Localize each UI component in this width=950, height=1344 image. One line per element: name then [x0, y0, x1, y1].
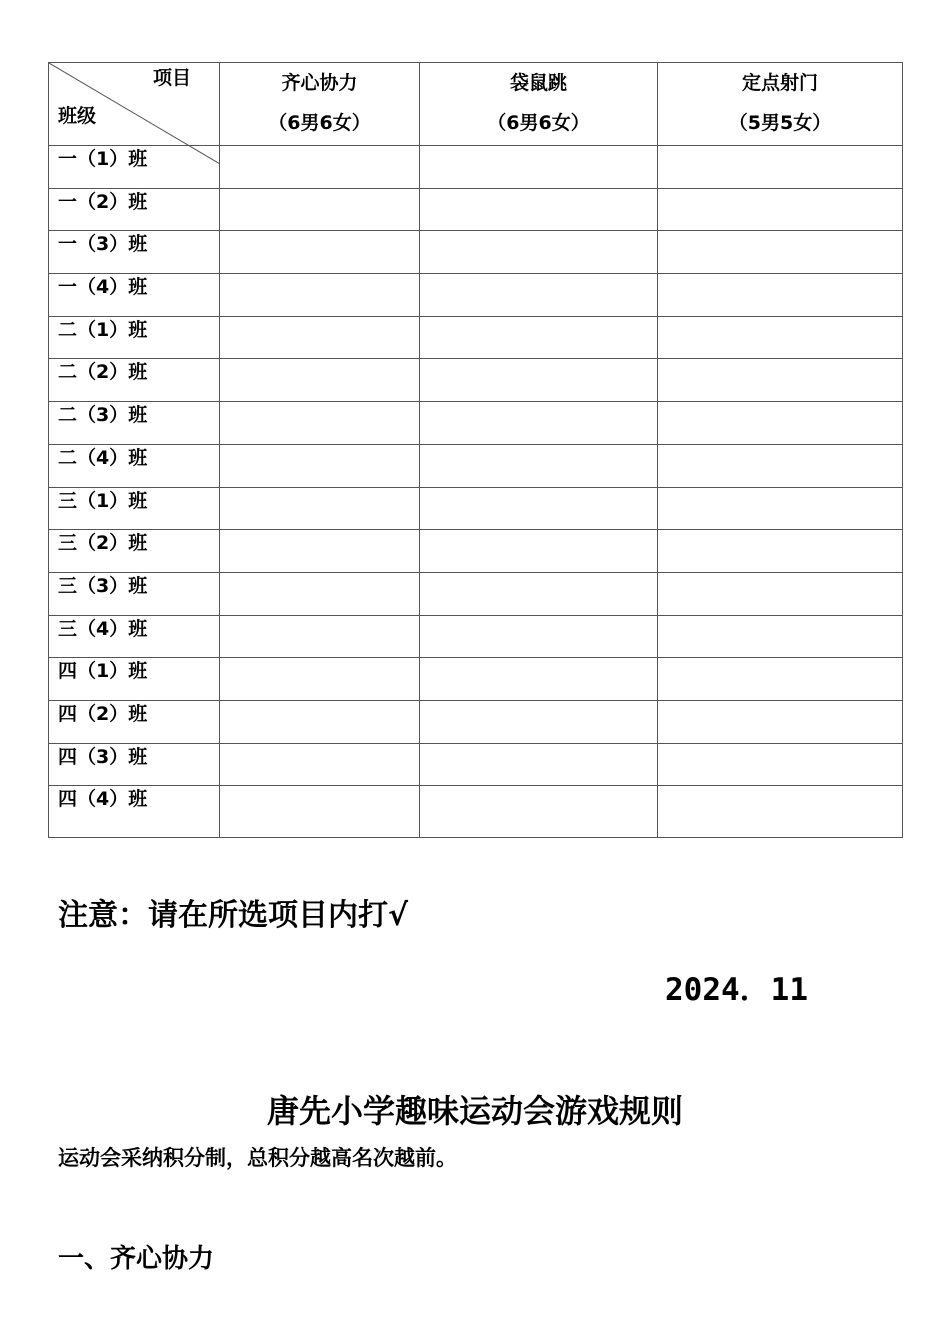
rules-intro: 运动会采纳积分制，总积分越高名次越前。: [58, 1146, 457, 1170]
column-name: 齐心协力: [281, 72, 358, 94]
section-heading: 一、齐心协力: [58, 1244, 215, 1274]
date-text: 2024．11: [665, 972, 808, 1008]
class-label: 四（1）班: [49, 658, 220, 701]
table-row: [49, 530, 903, 573]
table-row: [49, 700, 903, 743]
class-label: 一（3）班: [49, 231, 220, 274]
header-row: [49, 63, 903, 146]
selection-cell[interactable]: [658, 487, 903, 530]
class-label: 二（1）班: [49, 316, 220, 359]
class-label: 三（2）班: [49, 530, 220, 573]
class-label: 一（4）班: [49, 274, 220, 317]
column-header-dingdianshemen: [658, 63, 903, 146]
table-row: [49, 786, 903, 838]
selection-cell[interactable]: [420, 487, 658, 530]
table-row: [49, 615, 903, 658]
selection-cell[interactable]: [420, 572, 658, 615]
selection-cell[interactable]: [420, 743, 658, 786]
selection-cell[interactable]: [658, 743, 903, 786]
class-label: 一（2）班: [49, 188, 220, 231]
class-label: 三（1）班: [49, 487, 220, 530]
table-row: [49, 316, 903, 359]
column-header-qixinxieli: [220, 63, 420, 146]
class-label: 二（3）班: [49, 402, 220, 445]
column-header-daishutiao: [420, 63, 658, 146]
rules-title: 唐先小学趣味运动会游戏规则: [266, 1092, 683, 1130]
selection-cell[interactable]: [220, 700, 420, 743]
selection-cell[interactable]: [420, 786, 658, 838]
selection-cell[interactable]: [658, 700, 903, 743]
class-label: 一（1）班: [49, 146, 220, 189]
table-row: [49, 658, 903, 701]
selection-cell[interactable]: [220, 359, 420, 402]
selection-cell[interactable]: [658, 402, 903, 445]
selection-cell[interactable]: [420, 146, 658, 189]
selection-cell[interactable]: [220, 615, 420, 658]
selection-cell[interactable]: [658, 572, 903, 615]
selection-cell[interactable]: [658, 530, 903, 573]
selection-cell[interactable]: [658, 316, 903, 359]
table-row: [49, 402, 903, 445]
class-label: 二（4）班: [49, 444, 220, 487]
selection-cell[interactable]: [220, 444, 420, 487]
selection-cell[interactable]: [220, 487, 420, 530]
selection-cell[interactable]: [220, 658, 420, 701]
corner-cell: [49, 63, 220, 146]
table-row: [49, 743, 903, 786]
note-text: 注意：请在所选项目内打√: [58, 898, 409, 933]
selection-cell[interactable]: [220, 402, 420, 445]
column-quota: （5男5女）: [728, 112, 832, 134]
table-row: [49, 274, 903, 317]
selection-cell[interactable]: [658, 658, 903, 701]
selection-cell[interactable]: [420, 316, 658, 359]
table-row: [49, 487, 903, 530]
selection-cell[interactable]: [658, 615, 903, 658]
selection-cell[interactable]: [220, 188, 420, 231]
selection-cell[interactable]: [420, 530, 658, 573]
selection-cell[interactable]: [220, 572, 420, 615]
selection-cell[interactable]: [420, 274, 658, 317]
selection-cell[interactable]: [420, 231, 658, 274]
selection-cell[interactable]: [420, 700, 658, 743]
selection-cell[interactable]: [658, 231, 903, 274]
class-label: 四（3）班: [49, 743, 220, 786]
table-row: [49, 188, 903, 231]
signup-table: [48, 62, 903, 838]
selection-cell[interactable]: [220, 274, 420, 317]
selection-cell[interactable]: [220, 786, 420, 838]
selection-cell[interactable]: [420, 615, 658, 658]
selection-cell[interactable]: [220, 146, 420, 189]
class-label: 四（2）班: [49, 700, 220, 743]
selection-cell[interactable]: [220, 231, 420, 274]
selection-cell[interactable]: [220, 743, 420, 786]
selection-cell[interactable]: [658, 188, 903, 231]
column-quota: （6男6女）: [487, 112, 590, 134]
column-name: 袋鼠跳: [509, 72, 567, 94]
selection-cell[interactable]: [420, 658, 658, 701]
selection-cell[interactable]: [658, 359, 903, 402]
class-label: 四（4）班: [49, 786, 220, 838]
selection-cell[interactable]: [658, 274, 903, 317]
column-name: 定点射门: [741, 72, 818, 94]
selection-cell[interactable]: [658, 146, 903, 189]
table-row: [49, 231, 903, 274]
column-quota: （6男6女）: [268, 112, 371, 134]
corner-label-class: 班级: [58, 105, 97, 127]
selection-cell[interactable]: [420, 359, 658, 402]
corner-label-project: 项目: [152, 67, 191, 89]
selection-cell[interactable]: [420, 188, 658, 231]
class-label: 三（3）班: [49, 572, 220, 615]
selection-cell[interactable]: [658, 444, 903, 487]
selection-cell[interactable]: [220, 316, 420, 359]
selection-cell[interactable]: [420, 402, 658, 445]
table-row: [49, 444, 903, 487]
selection-cell[interactable]: [658, 786, 903, 838]
class-label: 二（2）班: [49, 359, 220, 402]
selection-cell[interactable]: [220, 530, 420, 573]
class-label: 三（4）班: [49, 615, 220, 658]
selection-cell[interactable]: [420, 444, 658, 487]
table-row: [49, 572, 903, 615]
table-row: [49, 359, 903, 402]
